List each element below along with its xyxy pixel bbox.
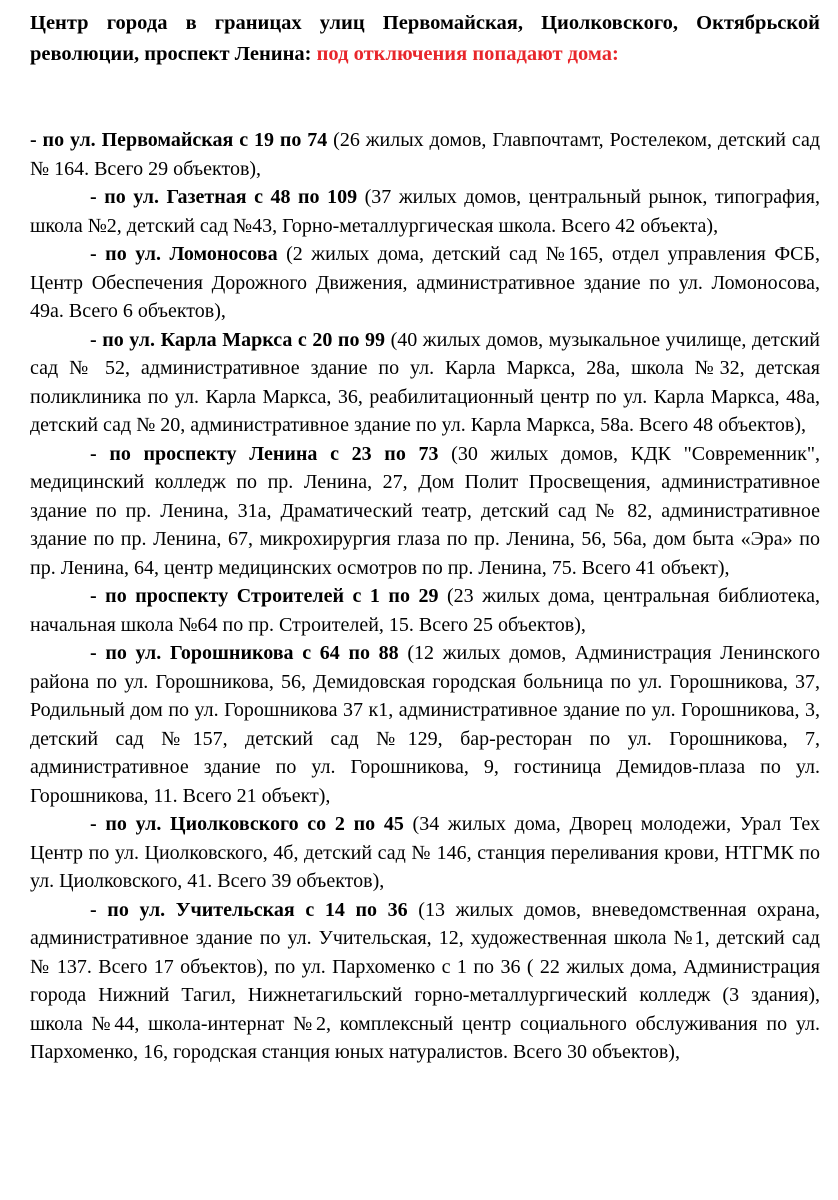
list-item-prospekt-stroiteley [30,582,820,639]
item-description: (13 жилых домов, вневедомственная охрана, административное здание по ул. Учительская, 12, художественная школа №1, детский сад № 137. Всего 17 объектов), по ул. Пархоменко с 1 по 36 ( 22 жилых дома, Администрация города Нижний Тагил, Нижнетагильский горно-металлургический колледж (3 здания), школа №44, школа-интернат №2, комплексный центр социального обслуживания по ул. Пархоменко, 16, городская станция юных натуралистов. Всего 30 объектов), [30,898,821,1063]
list-item-gazetnaya [30,183,820,240]
item-description: (40 жилых домов, музыкальное училище, детский сад № 52, административное здание по ул. Карла Маркса, 28а, школа №32, детская поликлиника по ул. Карла Маркса, 36, реабилитационный центр по ул. Карла Маркса, 48а, детский сад № 20, административное здание по ул. Карла Маркса, 58а. Всего 48 объектов), [30,328,821,436]
item-description: (26 жилых домов, Главпочтамт, Ростелеком, детский сад № 164. Всего 29 объектов), [30,129,820,180]
item-street-range: - по ул. Учительская с 14 по 36 [90,898,408,921]
list-item-tsiolkovskogo [30,810,820,896]
item-description: (30 жилых домов, КДК "Современник", медицинский колледж по пр. Ленина, 27, Дом Полит Просвещения, административное здание по пр. Ленина, 31а, Драматический театр, детский сад № 82, административное здание по пр. Ленина, 67, микрохирургия глаза по пр. Ленина, 56, 56а, дом быта «Эра» по пр. Ленина, 64, центр медицинских осмотров по пр. Ленина, 75. Всего 41 объект), [30,442,820,579]
list-item-prospekt-lenina [30,440,820,583]
list-item-pervomayskaya [30,126,820,183]
item-street-range: - по ул. Газетная с 48 по 109 [90,186,358,208]
list-item-goroshnikova [30,639,820,810]
item-description: (34 жилых дома, Дворец молодежи, Урал Тех Центр по ул. Циолковского, 4б, детский сад № 146, станция переливания крови, НТГМК по ул. Циолковского, 41. Всего 39 объектов), [30,813,821,892]
item-street-range: - по ул. Циолковского со 2 по 45 [90,813,404,835]
list-item-uchitelskaya [30,896,820,1067]
item-street-range: - по ул. Карла Маркса с 20 по 99 [90,328,386,351]
item-description: (12 жилых домов, Администрация Ленинского района по ул. Горошникова, 56, Демидовская городская больница по ул. Горошникова, 37, Родильный дом по ул. Горошникова 37 к1, административное здание по ул. Горошникова, 3, детский сад №157, детский сад №129, бар-ресторан по ул. Горошникова, 7, административное здание по ул. Горошникова, 9, гостиница Демидов-плаза по ул. Горошникова, 11. Всего 21 объект), [30,642,821,807]
item-description: (23 жилых дома, центральная библиотека, начальная школа №64 по пр. Строителей, 15. Всего 25 объектов), [30,585,820,636]
item-street-range: - по проспекту Ленина с 23 по 73 [90,442,439,465]
heading-separator: : [304,43,317,65]
list-item-karla-marksa [30,326,820,440]
item-description: (37 жилых домов, центральный рынок, типография, школа №2, детский сад №43, Горно-металлургическая школа. Всего 42 объекта), [30,186,820,237]
item-street-range: - по ул. Ломоносова [90,243,278,265]
item-street-range: - по ул. Первомайская с 19 по 74 [30,129,328,151]
list-item-lomonosova [30,240,820,326]
item-street-range: - по ул. Горошникова с 64 по 88 [90,642,399,664]
document-page [30,8,820,1067]
item-street-range: - по проспекту Строителей с 1 по 29 [90,585,439,607]
heading-bold-text: Центр города в границах улиц Первомайская, Циолковского, Октябрьской революции, проспект Ленина [30,12,820,65]
document-heading [30,8,820,70]
heading-red-text: под отключения попадают дома: [316,43,619,65]
heading-spacer [30,70,820,126]
item-description: (2 жилых дома, детский сад №165, отдел управления ФСБ, Центр Обеспечения Дорожного Движения, административное здание по ул. Ломоносова, 49а. Всего 6 объектов), [30,243,820,322]
